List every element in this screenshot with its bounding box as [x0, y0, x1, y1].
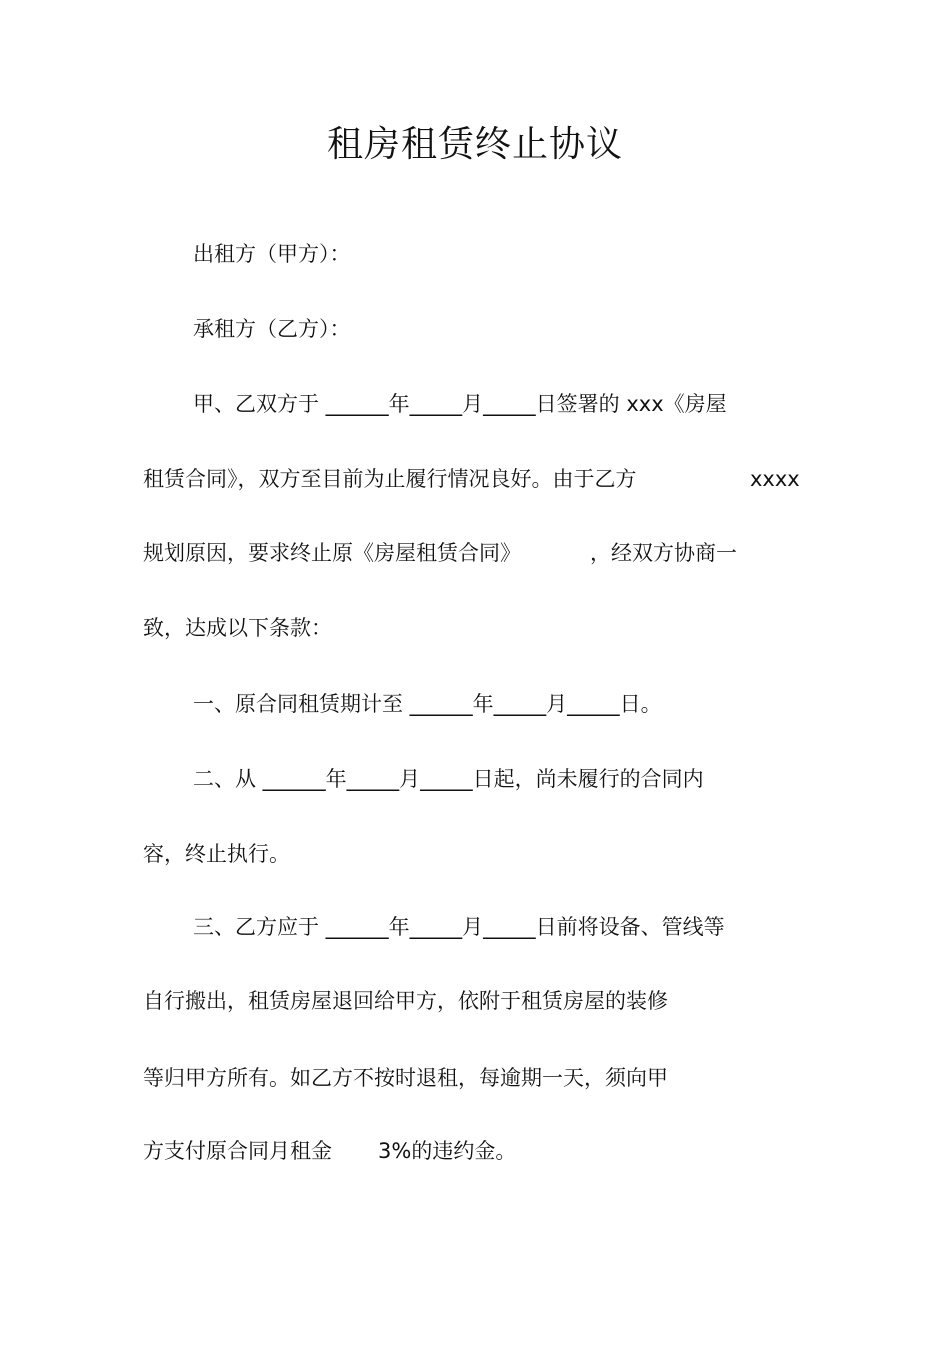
document-title: 租房租赁终止协议 [326, 124, 623, 165]
lessee-line: 承租方（乙方）： [193, 317, 351, 341]
intro-line-2: 租赁合同》，双方至目前为止履行情况良好。由于乙方 [143, 467, 637, 491]
clause-1: 一、原合同租赁期计至 ______年_____月_____日。 [193, 692, 662, 716]
lessor-line: 出租方（甲方）： [193, 242, 351, 266]
clause-3-line-3: 等归甲方所有。如乙方不按时退租，每逾期一天，须向甲 [143, 1066, 668, 1090]
clause-3-line-1: 三、乙方应于 ______年_____月_____日前将设备、管线等 [193, 915, 725, 939]
clause-3-line-4-tail: 3%的违约金。 [378, 1139, 517, 1163]
intro-line-3-tail: ，经双方协商一 [590, 541, 737, 565]
clause-3-line-4: 方支付原合同月租金 [143, 1139, 332, 1163]
intro-line-3: 规划原因，要求终止原《房屋租赁合同》 [143, 541, 521, 565]
intro-line-2-tail: xxxx [750, 467, 800, 491]
intro-line-4: 致，达成以下条款： [143, 616, 332, 640]
clause-3-line-2: 自行搬出，租赁房屋退回给甲方，依附于租赁房屋的装修 [143, 989, 668, 1013]
intro-line-1: 甲、乙双方于 ______年_____月_____日签署的 xxx《房屋 [193, 392, 727, 416]
clause-2-line-1: 二、从 ______年_____月_____日起，尚未履行的合同内 [193, 767, 704, 791]
clause-2-line-2: 容，终止执行。 [143, 842, 290, 866]
